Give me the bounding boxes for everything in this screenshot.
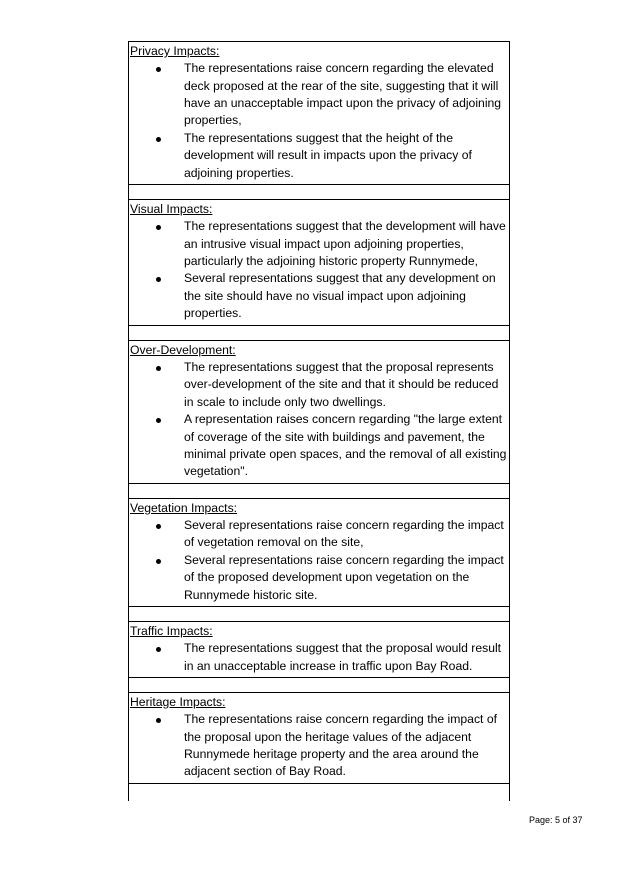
section-heritage-impacts — [129, 694, 509, 784]
spacer-row — [129, 678, 509, 693]
section-vegetation-impacts — [129, 500, 509, 607]
section-heading: Vegetation Impacts: — [130, 500, 238, 515]
list-item: The representations suggest that the development will have an intrusive visual impact upon adjoining properties, particularly the adjoining historic property Runnymede, — [129, 218, 509, 270]
section-heading: Visual Impacts: — [130, 202, 213, 217]
bullet-icon — [156, 718, 161, 723]
bullet-icon — [156, 559, 161, 564]
bullet-icon — [156, 418, 161, 423]
spacer-row — [129, 185, 509, 200]
list-item: The representations suggest that the proposal represents over-development of the site and that it should be reduced in scale to include only two dwellings. — [129, 359, 509, 411]
bullet-icon — [156, 366, 161, 371]
bullet-icon — [156, 524, 161, 529]
list-item: A representation raises concern regarding "the large extent of coverage of the site with buildings and pavement, the minimal private open spaces, and the removal of all existing vegetation". — [129, 411, 509, 481]
bullet-icon — [156, 277, 161, 282]
list-item: The representations raise concern regarding the elevated deck proposed at the rear of the site, suggesting that it will have an unacceptable impact upon the privacy of adjoining properties, — [129, 60, 509, 130]
list-item: The representations suggest that the proposal would result in an unacceptable increase in traffic upon Bay Road. — [129, 640, 509, 675]
section-privacy-impacts — [129, 43, 509, 185]
section-traffic-impacts — [129, 623, 509, 678]
section-heading: Over-Development: — [130, 342, 236, 357]
spacer-row — [129, 484, 509, 499]
list-item: Several representations raise concern regarding the impact of the proposed development upon vegetation on the Runnymede historic site. — [129, 552, 509, 604]
section-heading: Heritage Impacts: — [130, 694, 226, 709]
section-heading: Traffic Impacts: — [130, 623, 213, 638]
section-heading: Privacy Impacts: — [130, 44, 220, 58]
list-item: The representations raise concern regarding the impact of the proposal upon the heritage values of the adjacent Runnymede heritage property and the area around the adjacent section of Bay Road. — [129, 711, 509, 781]
page-number: Page: 5 of 37 — [529, 815, 583, 825]
spacer-row — [129, 326, 509, 341]
list-item: Several representations raise concern regarding the impact of vegetation removal on the site, — [129, 517, 509, 552]
list-item: The representations suggest that the height of the development will result in impacts upon the privacy of adjoining properties. — [129, 130, 509, 182]
bullet-icon — [156, 67, 161, 72]
list-item: Several representations suggest that any development on the site should have no visual impact upon adjoining properties. — [129, 270, 509, 322]
section-visual-impacts — [129, 201, 509, 326]
section-over-development — [129, 342, 509, 484]
bullet-icon — [156, 225, 161, 230]
spacer-row — [129, 607, 509, 622]
bullet-icon — [156, 647, 161, 652]
empty-row — [129, 784, 509, 801]
representations-table — [128, 41, 510, 801]
bullet-icon — [156, 137, 161, 142]
